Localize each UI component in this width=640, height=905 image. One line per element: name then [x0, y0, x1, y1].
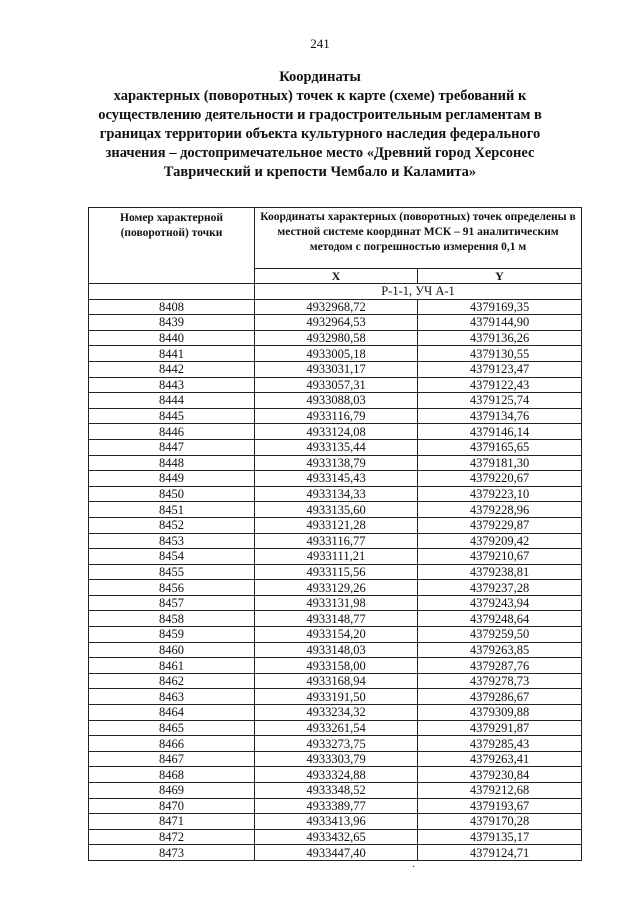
table-row — [89, 720, 582, 736]
table-row — [89, 486, 582, 502]
x-coordinate-cell: 4933432,65 — [255, 829, 418, 845]
y-coordinate-cell: 4379237,28 — [418, 580, 582, 596]
y-coordinate-cell: 4379169,35 — [418, 299, 582, 315]
table-row — [89, 408, 582, 424]
y-coordinate-cell: 4379229,87 — [418, 517, 582, 533]
point-number-cell: 8451 — [89, 502, 255, 518]
x-coordinate-cell: 4933303,79 — [255, 751, 418, 767]
point-number-cell: 8444 — [89, 393, 255, 409]
point-number-cell: 8462 — [89, 673, 255, 689]
point-number-cell: 8472 — [89, 829, 255, 845]
table-row — [89, 517, 582, 533]
table-row — [89, 580, 582, 596]
y-coordinate-cell: 4379124,71 — [418, 845, 582, 861]
table-row — [89, 330, 582, 346]
point-number-cell: 8456 — [89, 580, 255, 596]
y-coordinate-cell: 4379309,88 — [418, 705, 582, 721]
x-coordinate-cell: 4933088,03 — [255, 393, 418, 409]
x-coordinate-cell: 4933261,54 — [255, 720, 418, 736]
y-coordinate-cell: 4379263,41 — [418, 751, 582, 767]
x-coordinate-cell: 4933121,28 — [255, 517, 418, 533]
section-label: Р-1-1, УЧ А-1 — [255, 284, 582, 300]
x-coordinate-cell: 4933413,96 — [255, 814, 418, 830]
point-number-cell: 8468 — [89, 767, 255, 783]
x-coordinate-cell: 4933129,26 — [255, 580, 418, 596]
table-row — [89, 564, 582, 580]
x-coordinate-cell: 4933158,00 — [255, 658, 418, 674]
page-number: 241 — [310, 36, 330, 51]
table-row — [89, 736, 582, 752]
x-coordinate-cell: 4933135,60 — [255, 502, 418, 518]
document-title — [60, 68, 580, 182]
point-number-cell: 8460 — [89, 642, 255, 658]
section-row — [89, 284, 582, 300]
point-number-cell: 8463 — [89, 689, 255, 705]
point-number-cell: 8439 — [89, 315, 255, 331]
x-coordinate-cell: 4933116,77 — [255, 533, 418, 549]
x-coordinate-cell: 4933111,21 — [255, 549, 418, 565]
table-row — [89, 689, 582, 705]
point-number-cell: 8470 — [89, 798, 255, 814]
point-number-cell: 8446 — [89, 424, 255, 440]
table-row — [89, 346, 582, 362]
y-coordinate-cell: 4379287,76 — [418, 658, 582, 674]
x-coordinate-cell: 4933148,03 — [255, 642, 418, 658]
y-coordinate-cell: 4379259,50 — [418, 627, 582, 643]
y-coordinate-cell: 4379125,74 — [418, 393, 582, 409]
table-row — [89, 439, 582, 455]
x-coordinate-cell: 4933115,56 — [255, 564, 418, 580]
title-line: характерных (поворотных) точек к карте (схеме) требований к — [113, 88, 527, 104]
point-number-cell: 8464 — [89, 705, 255, 721]
scan-dot: · — [412, 862, 416, 873]
y-coordinate-cell: 4379122,43 — [418, 377, 582, 393]
point-number-cell: 8443 — [89, 377, 255, 393]
title-line: значения – достопримечательное место «Древний город Херсонес — [105, 145, 535, 161]
x-coordinate-cell: 4933116,79 — [255, 408, 418, 424]
title-line: Таврический и крепости Чембало и Каламита» — [163, 164, 477, 180]
x-coordinate-cell: 4933124,08 — [255, 424, 418, 440]
x-coordinate-cell: 4933447,40 — [255, 845, 418, 861]
table-row — [89, 471, 582, 487]
y-coordinate-cell: 4379286,67 — [418, 689, 582, 705]
y-coordinate-cell: 4379165,65 — [418, 439, 582, 455]
point-number-cell: 8453 — [89, 533, 255, 549]
x-coordinate-cell: 4933234,32 — [255, 705, 418, 721]
x-coordinate-cell: 4933131,98 — [255, 595, 418, 611]
table-row — [89, 549, 582, 565]
table-row — [89, 455, 582, 471]
table-row — [89, 751, 582, 767]
table-row — [89, 424, 582, 440]
title-line: осуществлению деятельности и градостроительным регламентам в — [98, 107, 542, 123]
y-coordinate-cell: 4379134,76 — [418, 408, 582, 424]
point-number-cell: 8465 — [89, 720, 255, 736]
point-number-cell: 8408 — [89, 299, 255, 315]
x-coordinate-cell: 4933148,77 — [255, 611, 418, 627]
y-coordinate-cell: 4379123,47 — [418, 361, 582, 377]
header-x: X — [255, 269, 418, 284]
y-coordinate-cell: 4379130,55 — [418, 346, 582, 362]
x-coordinate-cell: 4933191,50 — [255, 689, 418, 705]
y-coordinate-cell: 4379223,10 — [418, 486, 582, 502]
x-coordinate-cell: 4932964,53 — [255, 315, 418, 331]
x-coordinate-cell: 4933135,44 — [255, 439, 418, 455]
y-coordinate-cell: 4379135,17 — [418, 829, 582, 845]
point-number-cell: 8455 — [89, 564, 255, 580]
title-line: границах территории объекта культурного наследия федерального — [99, 126, 541, 142]
point-number-cell: 8467 — [89, 751, 255, 767]
y-coordinate-cell: 4379210,67 — [418, 549, 582, 565]
table-row — [89, 299, 582, 315]
table-row — [89, 611, 582, 627]
y-coordinate-cell: 4379291,87 — [418, 720, 582, 736]
y-coordinate-cell: 4379228,96 — [418, 502, 582, 518]
x-coordinate-cell: 4933324,88 — [255, 767, 418, 783]
table-row — [89, 642, 582, 658]
y-coordinate-cell: 4379170,28 — [418, 814, 582, 830]
title-line: Координаты — [279, 69, 361, 85]
point-number-cell: 8459 — [89, 627, 255, 643]
point-number-cell: 8452 — [89, 517, 255, 533]
header-point-number: Номер характерной (поворотной) точки — [89, 208, 255, 284]
y-coordinate-cell: 4379278,73 — [418, 673, 582, 689]
table-row — [89, 502, 582, 518]
point-number-cell: 8442 — [89, 361, 255, 377]
point-number-cell: 8449 — [89, 471, 255, 487]
point-number-cell: 8447 — [89, 439, 255, 455]
y-coordinate-cell: 4379285,43 — [418, 736, 582, 752]
table-row — [89, 767, 582, 783]
x-coordinate-cell: 4933168,94 — [255, 673, 418, 689]
point-number-cell: 8466 — [89, 736, 255, 752]
point-number-cell: 8441 — [89, 346, 255, 362]
y-coordinate-cell: 4379144,90 — [418, 315, 582, 331]
point-number-cell: 8448 — [89, 455, 255, 471]
y-coordinate-cell: 4379248,64 — [418, 611, 582, 627]
x-coordinate-cell: 4933057,31 — [255, 377, 418, 393]
table-row — [89, 595, 582, 611]
point-number-cell: 8450 — [89, 486, 255, 502]
table-row — [89, 393, 582, 409]
y-coordinate-cell: 4379193,67 — [418, 798, 582, 814]
y-coordinate-cell: 4379209,42 — [418, 533, 582, 549]
x-coordinate-cell: 4933005,18 — [255, 346, 418, 362]
header-coordinates: Координаты характерных (поворотных) точек определены в местной системе координат МСК – 91 аналитическим методом с погрешностью измерения 0,1 м — [255, 208, 582, 269]
point-number-cell: 8461 — [89, 658, 255, 674]
y-coordinate-cell: 4379146,14 — [418, 424, 582, 440]
table-row — [89, 627, 582, 643]
y-coordinate-cell: 4379238,81 — [418, 564, 582, 580]
y-coordinate-cell: 4379212,68 — [418, 783, 582, 799]
point-number-cell: 8473 — [89, 845, 255, 861]
x-coordinate-cell: 4933273,75 — [255, 736, 418, 752]
x-coordinate-cell: 4933389,77 — [255, 798, 418, 814]
point-number-cell: 8469 — [89, 783, 255, 799]
y-coordinate-cell: 4379230,84 — [418, 767, 582, 783]
table-row — [89, 658, 582, 674]
x-coordinate-cell: 4933031,17 — [255, 361, 418, 377]
coordinates-table — [88, 207, 582, 861]
point-number-cell: 8458 — [89, 611, 255, 627]
header-y: Y — [418, 269, 582, 284]
x-coordinate-cell: 4933134,33 — [255, 486, 418, 502]
x-coordinate-cell: 4932980,58 — [255, 330, 418, 346]
point-number-cell: 8445 — [89, 408, 255, 424]
y-coordinate-cell: 4379181,30 — [418, 455, 582, 471]
point-number-cell: 8454 — [89, 549, 255, 565]
point-number-cell: 8440 — [89, 330, 255, 346]
table-row — [89, 798, 582, 814]
table-row — [89, 845, 582, 861]
table-row — [89, 814, 582, 830]
point-number-cell: 8471 — [89, 814, 255, 830]
y-coordinate-cell: 4379220,67 — [418, 471, 582, 487]
table-row — [89, 705, 582, 721]
table-row — [89, 533, 582, 549]
x-coordinate-cell: 4933138,79 — [255, 455, 418, 471]
table-row — [89, 829, 582, 845]
y-coordinate-cell: 4379243,94 — [418, 595, 582, 611]
x-coordinate-cell: 4933154,20 — [255, 627, 418, 643]
table-row — [89, 673, 582, 689]
table-row — [89, 377, 582, 393]
table-row — [89, 315, 582, 331]
x-coordinate-cell: 4933145,43 — [255, 471, 418, 487]
table-row — [89, 361, 582, 377]
point-number-cell: 8457 — [89, 595, 255, 611]
x-coordinate-cell: 4932968,72 — [255, 299, 418, 315]
x-coordinate-cell: 4933348,52 — [255, 783, 418, 799]
table-row — [89, 783, 582, 799]
y-coordinate-cell: 4379263,85 — [418, 642, 582, 658]
y-coordinate-cell: 4379136,26 — [418, 330, 582, 346]
